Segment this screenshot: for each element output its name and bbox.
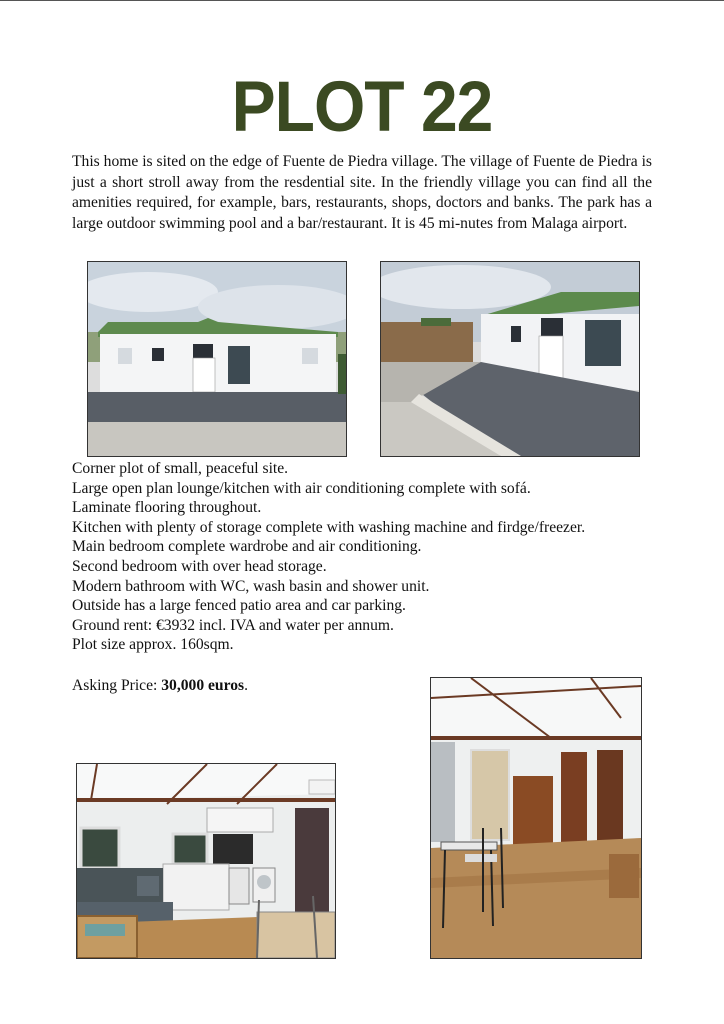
top-border <box>0 0 724 1</box>
exterior-front-photo <box>88 262 346 456</box>
feature-item: Outside has a large fenced patio area and car parking. <box>72 597 406 615</box>
interior-lounge-photo <box>431 678 641 958</box>
exterior-side-photo <box>381 262 639 456</box>
feature-item: Laminate flooring throughout. <box>72 499 262 517</box>
feature-item: Plot size approx. 160sqm. <box>72 636 234 654</box>
feature-item: Corner plot of small, peaceful site. <box>72 460 289 477</box>
feature-item: Ground rent: €3932 incl. IVA and water per annum. <box>72 616 394 634</box>
price-label: Asking Price: <box>72 677 158 694</box>
feature-item: Second bedroom with over head storage. <box>72 557 327 575</box>
feature-item: Modern bathroom with WC, wash basin and shower unit. <box>72 577 430 595</box>
price-suffix: . <box>244 677 249 694</box>
page-title: PLOT 22 <box>231 66 493 146</box>
feature-item: Large open plan lounge/kitchen with air conditioning complete with sofá. <box>72 479 531 497</box>
asking-price <box>72 676 248 696</box>
price-value: 30,000 euros <box>161 677 245 694</box>
feature-item: Main bedroom complete wardrobe and air conditioning. <box>72 538 422 556</box>
intro-paragraph: This home is sited on the edge of Fuente de Piedra village. The village of Fuente de Piedra is just a short stroll away from the resdential site. In the friendly village you can find all the amenities required, for example, bars, restaurants, shops, doctors and banks. The park has a large outdoor swimming pool and a bar/restaurant. It is 45 mi-nutes from Malaga airport. <box>72 153 652 232</box>
features-list <box>72 459 672 655</box>
feature-item: Kitchen with plenty of storage complete with washing machine and firdge/freezer. <box>72 518 586 536</box>
interior-kitchen-photo <box>77 764 335 958</box>
